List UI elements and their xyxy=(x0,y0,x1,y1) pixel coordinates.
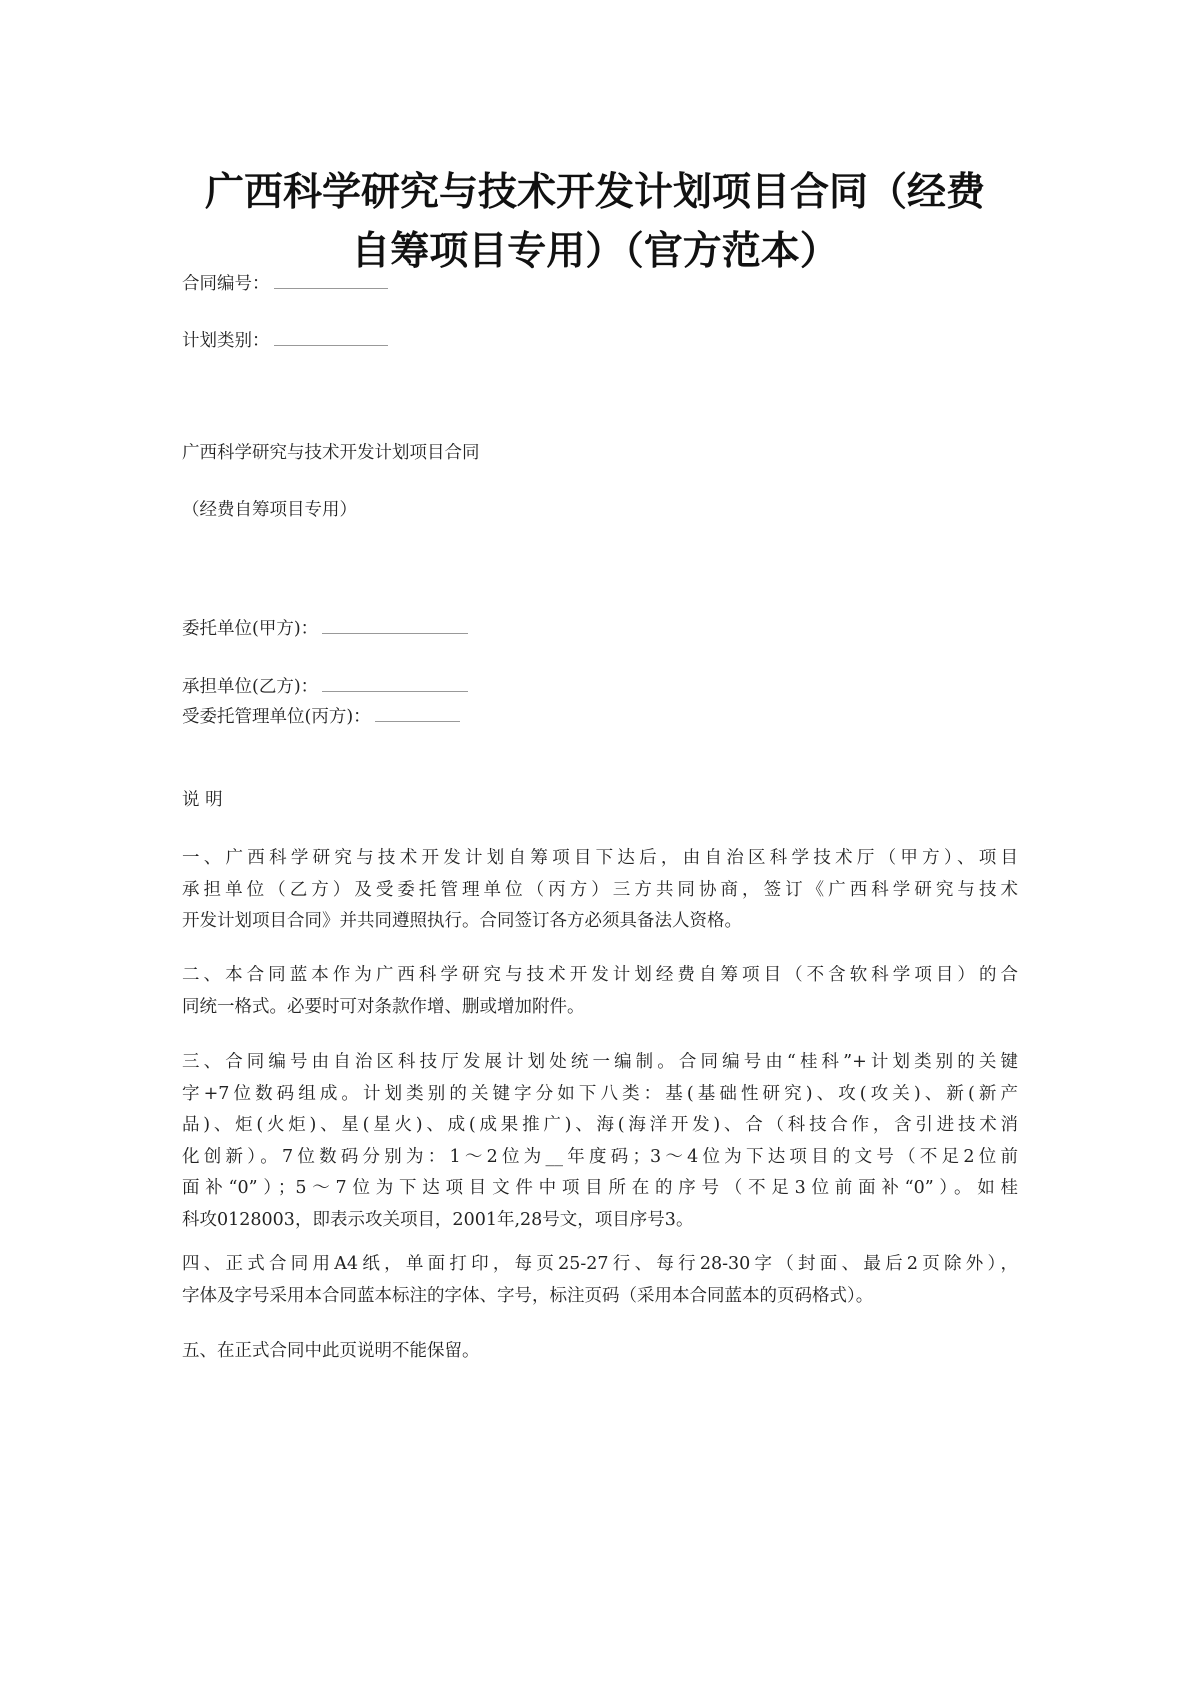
note-4-line-2: 字体及字号采用本合同蓝本标注的字体、字号，标注页码（采用本合同蓝本的页码格式）。 xyxy=(182,1285,874,1306)
document-title-line-2: 自筹项目专用）（官方范本） xyxy=(351,229,839,274)
note-1-line-2: 承担单位（乙方）及受委托管理单位（丙方）三方共同协商，签订《广西科学研究与技术 xyxy=(182,879,1018,900)
party-b-blank[interactable] xyxy=(322,676,468,692)
note-2-line-2: 同统一格式。必要时可对条款作增、删或增加附件。 xyxy=(182,996,585,1017)
note-3-line-1: 三、合同编号由自治区科技厅发展计划处统一编制。合同编号由“桂科”+计划类别的关键 xyxy=(182,1052,1018,1072)
note-5-line-1: 五、在正式合同中此页说明不能保留。 xyxy=(182,1341,480,1361)
subtitle-line-2: （经费自筹项目专用） xyxy=(182,500,357,520)
party-a-blank[interactable] xyxy=(322,618,468,634)
notes-heading: 说 明 xyxy=(182,790,223,810)
subtitle-line-1: 广西科学研究与技术开发计划项目合同 xyxy=(182,443,480,463)
note-paragraph-3 xyxy=(182,1047,1022,1236)
note-paragraph-1 xyxy=(182,843,1022,938)
party-a-label: 委托单位(甲方)： xyxy=(182,619,319,639)
note-paragraph-4 xyxy=(182,1249,1022,1312)
note-4-line-1: 四、正式合同用A4纸，单面打印，每页25-27行、每行28-30字（封面、最后2页除外）， xyxy=(182,1254,1018,1274)
note-3-line-6: 科攻0128003，即表示攻关项目，2001年,28号文，项目序号3。 xyxy=(182,1209,694,1230)
party-c-blank[interactable] xyxy=(375,706,460,722)
note-3-line-5: 面补“0”）；5～7位为下达项目文件中项目所在的序号（不足3位前面补“0”）。如桂 xyxy=(182,1178,1018,1198)
note-1-line-3: 开发计划项目合同》并共同遵照执行。合同签订各方必须具备法人资格。 xyxy=(182,911,742,931)
plan-category-label: 计划类别： xyxy=(182,331,270,351)
contract-number-field xyxy=(182,273,388,294)
party-a-field xyxy=(182,618,468,639)
party-b-label: 承担单位(乙方)： xyxy=(182,677,319,697)
document-title-line-1: 广西科学研究与技术开发计划项目合同（经费 xyxy=(204,170,985,215)
note-2-line-1: 二、本合同蓝本作为广西科学研究与技术开发计划经费自筹项目（不含软科学项目）的合 xyxy=(182,965,1018,985)
note-3-line-3: 品)、炬(火炬)、星(星火)、成(成果推广)、海(海洋开发)、合（科技合作，含引进技术消 xyxy=(182,1115,1018,1135)
party-c-field xyxy=(182,706,460,727)
note-paragraph-2 xyxy=(182,960,1022,1023)
note-1-line-1: 一、广西科学研究与技术开发计划自筹项目下达后，由自治区科学技术厅（甲方）、项目 xyxy=(182,848,1018,868)
note-paragraph-5 xyxy=(182,1336,1022,1368)
plan-category-blank[interactable] xyxy=(274,330,388,346)
contract-number-label: 合同编号： xyxy=(182,274,270,294)
contract-number-blank[interactable] xyxy=(274,273,388,289)
party-b-field xyxy=(182,676,468,697)
party-c-label: 受委托管理单位(丙方)： xyxy=(182,707,371,727)
note-3-line-2: 字+7位数码组成。计划类别的关键字分如下八类：基(基础性研究)、攻(攻关)、新(新产 xyxy=(182,1083,1018,1104)
note-3-line-4: 化创新）。7位数码分别为：1～2位为__年度码；3～4位为下达项目的文号（不足2位前 xyxy=(182,1146,1018,1167)
plan-category-field xyxy=(182,330,388,351)
